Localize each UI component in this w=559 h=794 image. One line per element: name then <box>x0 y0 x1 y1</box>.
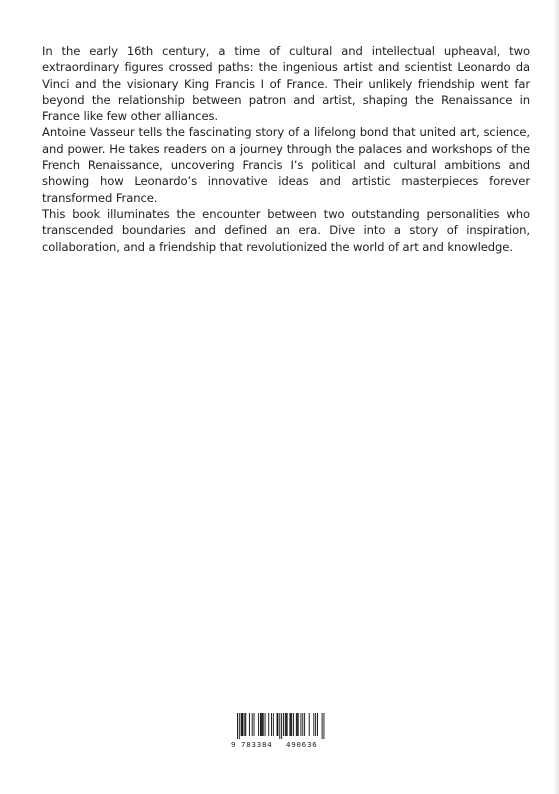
barcode-bar <box>289 713 290 736</box>
barcode-bar <box>239 713 240 739</box>
barcode-bar <box>285 713 286 736</box>
barcode-bar <box>252 713 253 736</box>
barcode-bar <box>244 713 245 736</box>
barcode-bar <box>298 713 299 736</box>
barcode-bar <box>241 713 242 736</box>
barcode-bar <box>290 713 291 736</box>
barcode-bar <box>293 713 294 736</box>
barcode-bar <box>309 713 310 736</box>
barcode-bar <box>317 713 318 736</box>
barcode-bar <box>262 713 263 736</box>
barcode-bar <box>263 713 264 736</box>
barcode-bars <box>231 713 330 739</box>
barcode-bar <box>265 713 266 736</box>
barcode-bar <box>242 713 243 736</box>
barcode-bar <box>296 713 297 736</box>
barcode-bar <box>249 713 250 736</box>
barcode-bar <box>279 713 280 739</box>
barcode-bar <box>313 713 314 736</box>
barcode-bar <box>277 713 278 736</box>
barcode-bar <box>261 713 262 736</box>
barcode-bar <box>297 713 298 736</box>
barcode-left-group: 783384 <box>241 740 273 749</box>
barcode-bar <box>237 713 238 739</box>
barcode-digits <box>231 738 330 752</box>
barcode-bar <box>273 713 274 736</box>
page-edge-shadow <box>553 0 559 794</box>
isbn-barcode <box>231 713 330 754</box>
barcode-bar <box>315 713 316 736</box>
barcode-bar <box>300 713 301 736</box>
barcode-bar <box>283 713 284 736</box>
barcode-bar <box>302 713 303 736</box>
barcode-bar <box>304 713 305 736</box>
blurb-paragraph: Antoine Vasseur tells the fascinating story of a lifelong bond that united art, science, and power. He takes readers on a journey through the palaces and workshops of the French Renaissance, uncovering Francis I’s political and cultural ambitions and showing how Leonardo’s innovative ideas and artistic masterpieces forever transformed France. <box>42 125 530 205</box>
blurb-paragraph: In the early 16th century, a time of cultural and intellectual upheaval, two extraordinary figures crossed paths: the ingenious artist and scientist Leonardo da Vinci and the visionary King Francis I of France. Their unlikely friendship went far beyond the relationship between patron and artist, shaping the Renaissance in France like few other alliances. <box>42 44 530 124</box>
barcode-bar <box>287 713 288 736</box>
barcode-bar <box>268 713 269 736</box>
barcode-bar <box>281 713 282 739</box>
barcode-bar <box>245 713 246 736</box>
barcode-bar <box>323 713 324 739</box>
blurb-paragraph: This book illuminates the encounter between two outstanding personalities who transcended boundaries and defined an era. Dive into a story of inspiration, collaboration, and a friendship that revolutionized the world of art and knowledge. <box>42 206 530 254</box>
barcode-bar <box>243 713 244 736</box>
barcode-bar <box>277 713 278 736</box>
barcode-bar <box>322 713 323 739</box>
barcode-bar <box>260 713 261 736</box>
barcode-bar <box>254 713 255 736</box>
barcode-bar <box>271 713 272 736</box>
back-cover-blurb <box>42 43 530 255</box>
barcode-bar <box>258 713 259 736</box>
barcode-right-group: 490636 <box>286 740 318 749</box>
barcode-first-digit: 9 <box>231 740 236 749</box>
barcode-bar <box>286 713 287 736</box>
barcode-bar <box>291 713 292 736</box>
